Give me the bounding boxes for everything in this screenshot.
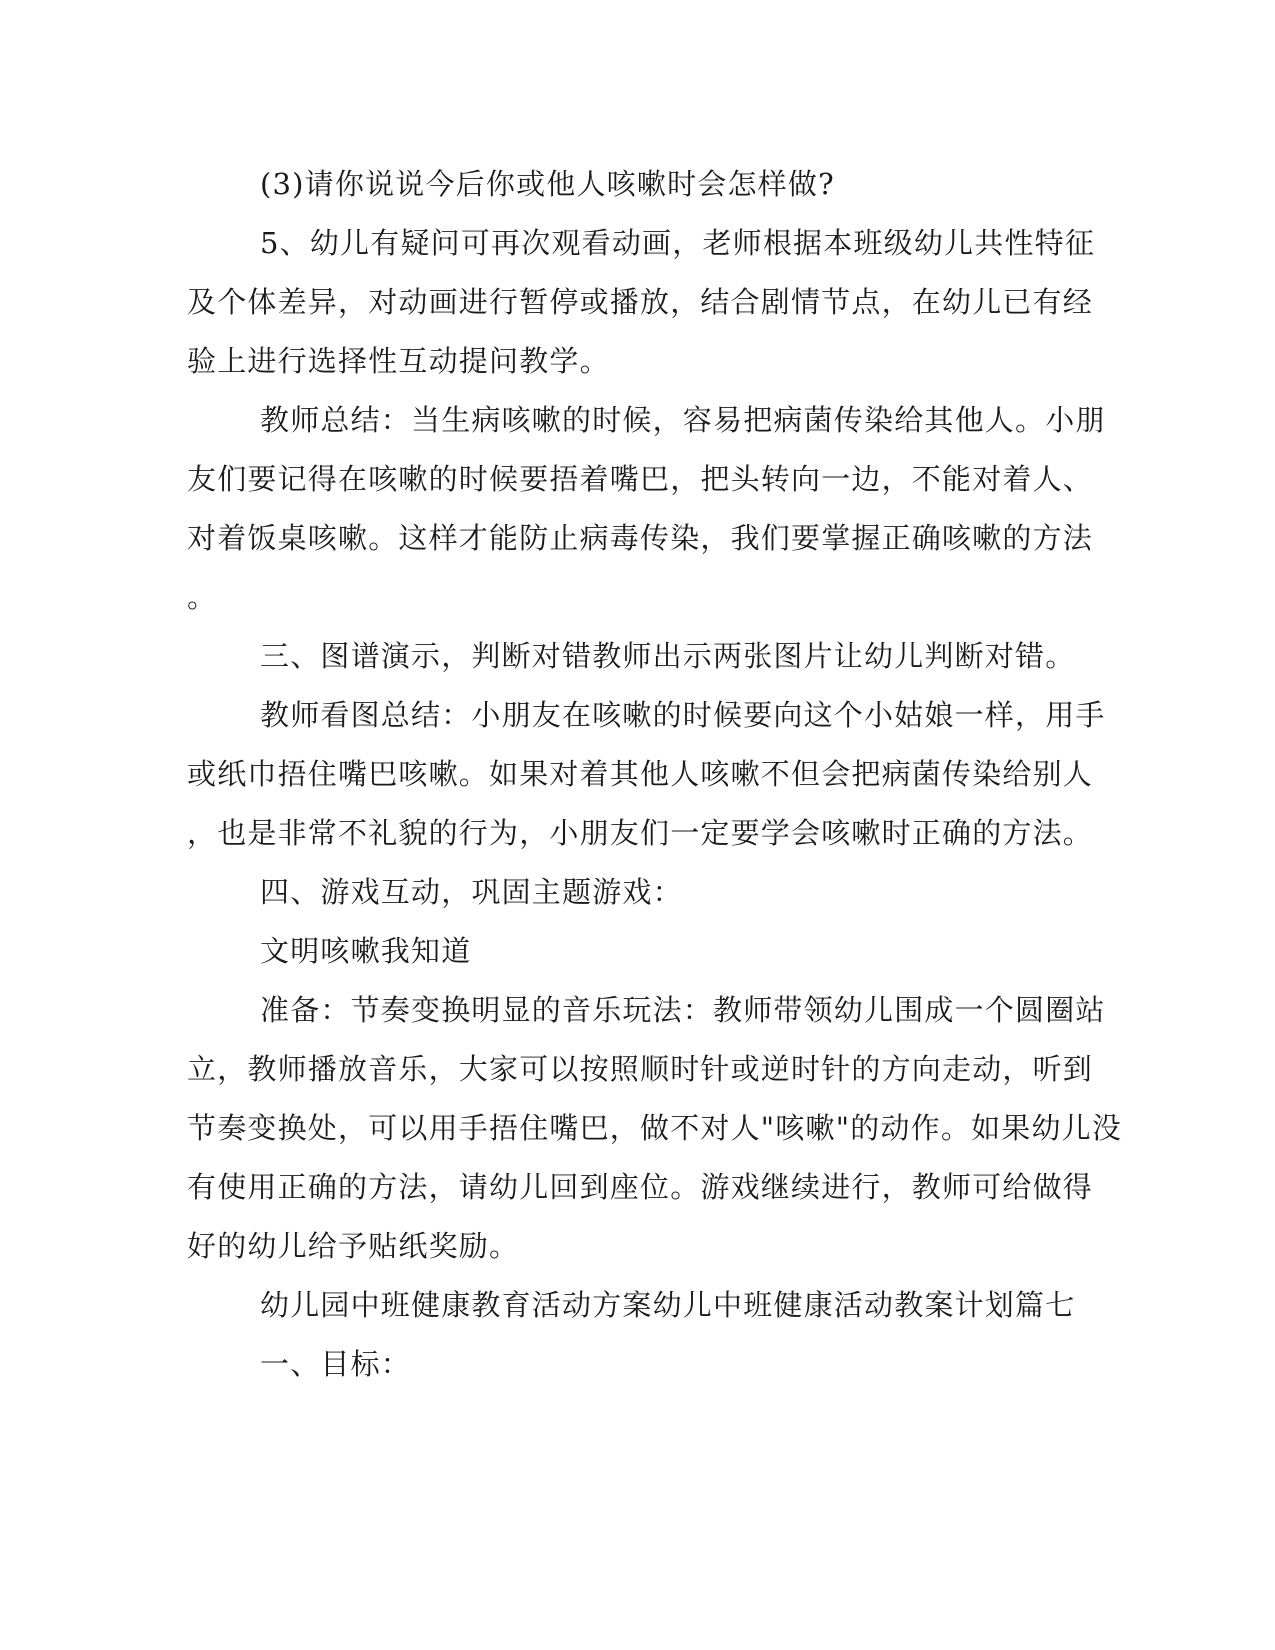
- text-line: 教师总结：当生病咳嗽的时候，容易把病菌传染给其他人。小朋: [260, 403, 1106, 437]
- text-line: 三、图谱演示，判断对错教师出示两张图片让幼儿判断对错。: [260, 639, 1076, 673]
- text-line: 准备：节奏变换明显的音乐玩法：教师带领幼儿围成一个圆圈站: [260, 993, 1106, 1027]
- text-line: 教师看图总结：小朋友在咳嗽的时候要向这个小姑娘一样，用手: [260, 698, 1106, 732]
- text-line: 验上进行选择性互动提问教学。: [187, 344, 610, 378]
- text-line: 及个体差异，对动画进行暂停或播放，结合剧情节点，在幼儿已有经: [187, 285, 1094, 319]
- text-line: 。: [187, 580, 218, 614]
- text-line: 有使用正确的方法，请幼儿回到座位。游戏继续进行，教师可给做得: [187, 1170, 1094, 1204]
- text-line: 立，教师播放音乐，大家可以按照顺时针或逆时针的方向走动，听到: [187, 1052, 1094, 1086]
- text-line: 对着饭桌咳嗽。这样才能防止病毒传染，我们要掌握正确咳嗽的方法: [187, 521, 1094, 555]
- text-line: 好的幼儿给予贴纸奖励。: [187, 1229, 520, 1263]
- text-line: (3)请你说说今后你或他人咳嗽时会怎样做?: [260, 167, 835, 201]
- text-line: 文明咳嗽我知道: [260, 934, 472, 968]
- text-line: 四、游戏互动，巩固主题游戏：: [260, 875, 683, 909]
- text-line: 友们要记得在咳嗽的时候要捂着嘴巴，把头转向一边，不能对着人、: [187, 462, 1094, 496]
- section-heading: 一、目标：: [260, 1347, 412, 1381]
- section-heading: 幼儿园中班健康教育活动方案幼儿中班健康活动教案计划篇七: [260, 1288, 1076, 1322]
- text-line: 节奏变换处，可以用手捂住嘴巴，做不对人"咳嗽"的动作。如果幼儿没: [187, 1111, 1123, 1145]
- text-line: ，也是非常不礼貌的行为，小朋友们一定要学会咳嗽时正确的方法。: [187, 816, 1094, 850]
- text-line: 5、幼儿有疑问可再次观看动画，老师根据本班级幼儿共性特征: [260, 226, 1096, 260]
- text-line: 或纸巾捂住嘴巴咳嗽。如果对着其他人咳嗽不但会把病菌传染给别人: [187, 757, 1094, 791]
